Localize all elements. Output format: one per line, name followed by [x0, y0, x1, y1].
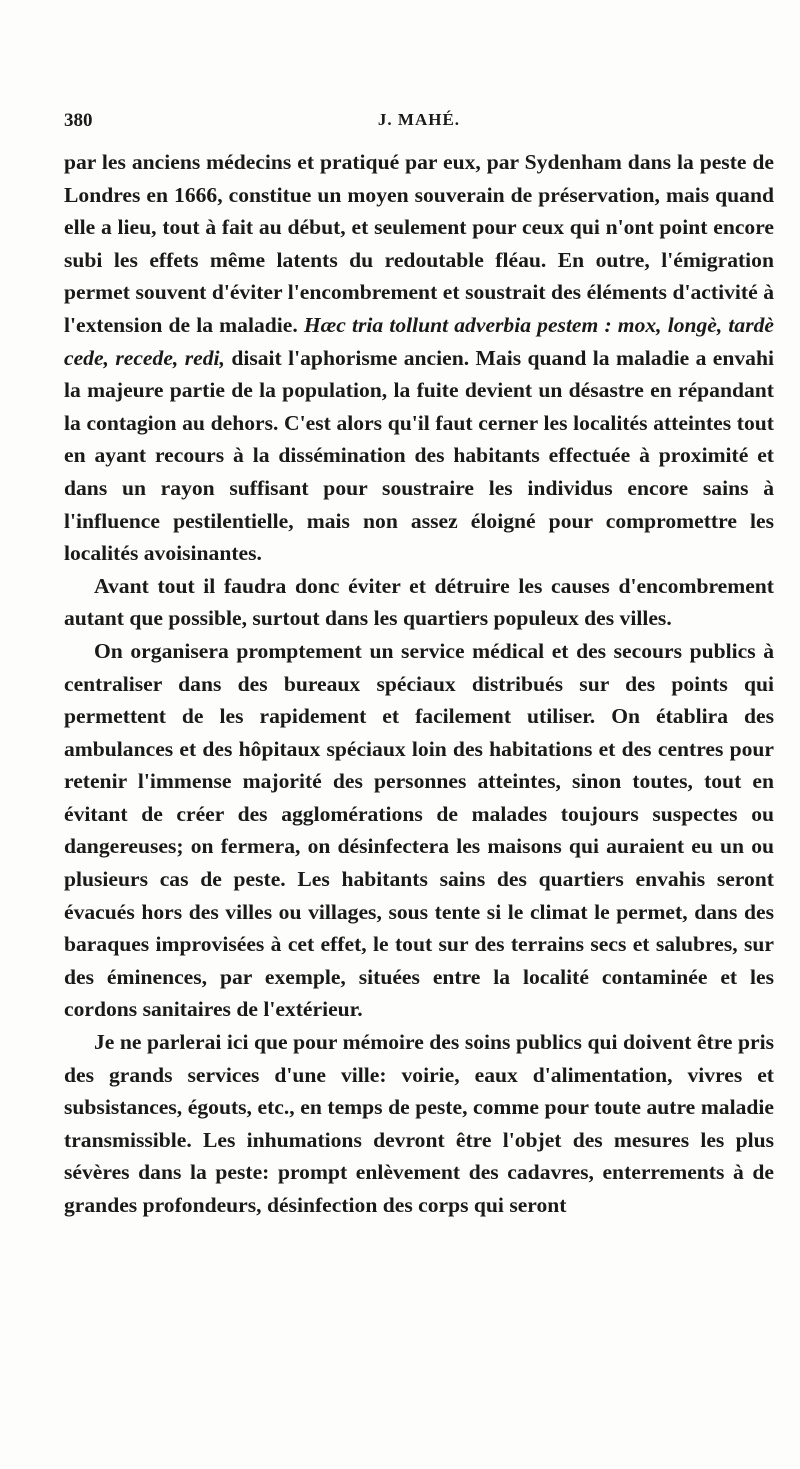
paragraph-4: Je ne parlerai ici que pour mémoire des soins publics qui doivent être pris des grands services d'une ville: voirie, eaux d'alimentation, vivres et subsistances, égouts, etc., en temps de peste, comme pour toute autre maladie transmissible. Les inhumations devront être l'objet des mesures les plus sévères dans la peste: prompt enlèvement des cadavres, enterrements à de grandes profondeurs, désinfection des corps qui seront [64, 1030, 774, 1217]
paragraph-2: Avant tout il faudra donc éviter et détruire les causes d'encombrement autant que possible, surtout dans les quartiers populeux des villes. [64, 573, 774, 631]
latin-aphorism: Hæc tria tollunt adverbia pestem : mox, longè, tardè cede, recede, redi, [64, 312, 774, 370]
page-number: 380 [64, 110, 93, 131]
paragraph-1 [64, 146, 774, 570]
paragraph-1-part-b: disait l'aphorisme ancien. Mais quand la maladie a envahi la majeure partie de la population, la fuite devient un désastre en répandant la contagion au dehors. C'est alors qu'il faut cerner les localités atteintes tout en ayant recours à la dissémination des habitants effectuée à proximité et dans un rayon suffisant pour soustraire les individus encore sains à l'influence pestilentielle, mais non assez éloigné pour compromettre les localités avoisinantes. [64, 345, 774, 566]
running-title: J. MAHÉ. [377, 110, 461, 129]
paragraph-1-part-a: par les anciens médecins et pratiqué par eux, par Sydenham dans la peste de Londres en 1666, constitue un moyen souverain de préservation, mais quand elle a lieu, tout à fait au début, et seulement pour ceux qui n'ont point encore subi les effets même latents du redoutable fléau. En outre, l'émigration permet souvent d'éviter l'encombrement et soustrait des éléments d'activité à l'extension de la maladie. [64, 150, 774, 337]
running-head [64, 110, 774, 136]
paragraph-3: On organisera promptement un service médical et des secours publics à centraliser dans des bureaux spéciaux distribués sur des points qui permettent de les rapidement et facilement utiliser. On établira des ambulances et des hôpitaux spéciaux loin des habitations et des centres pour retenir l'immense majorité des personnes atteintes, sinon toutes, tout en évitant de créer des agglomérations de malades toujours suspectes ou dangereuses; on fermera, on désinfectera les maisons qui auraient eu un ou plusieurs cas de peste. Les habitants sains des quartiers envahis seront évacués hors des villes ou villages, sous tente si le climat le permet, dans des baraques improvisées à cet effet, le tout sur des terrains secs et salubres, sur des éminences, par exemple, situées entre la localité contaminée et les cordons sanitaires de l'extérieur. [64, 638, 774, 1022]
body-text [64, 146, 774, 1222]
